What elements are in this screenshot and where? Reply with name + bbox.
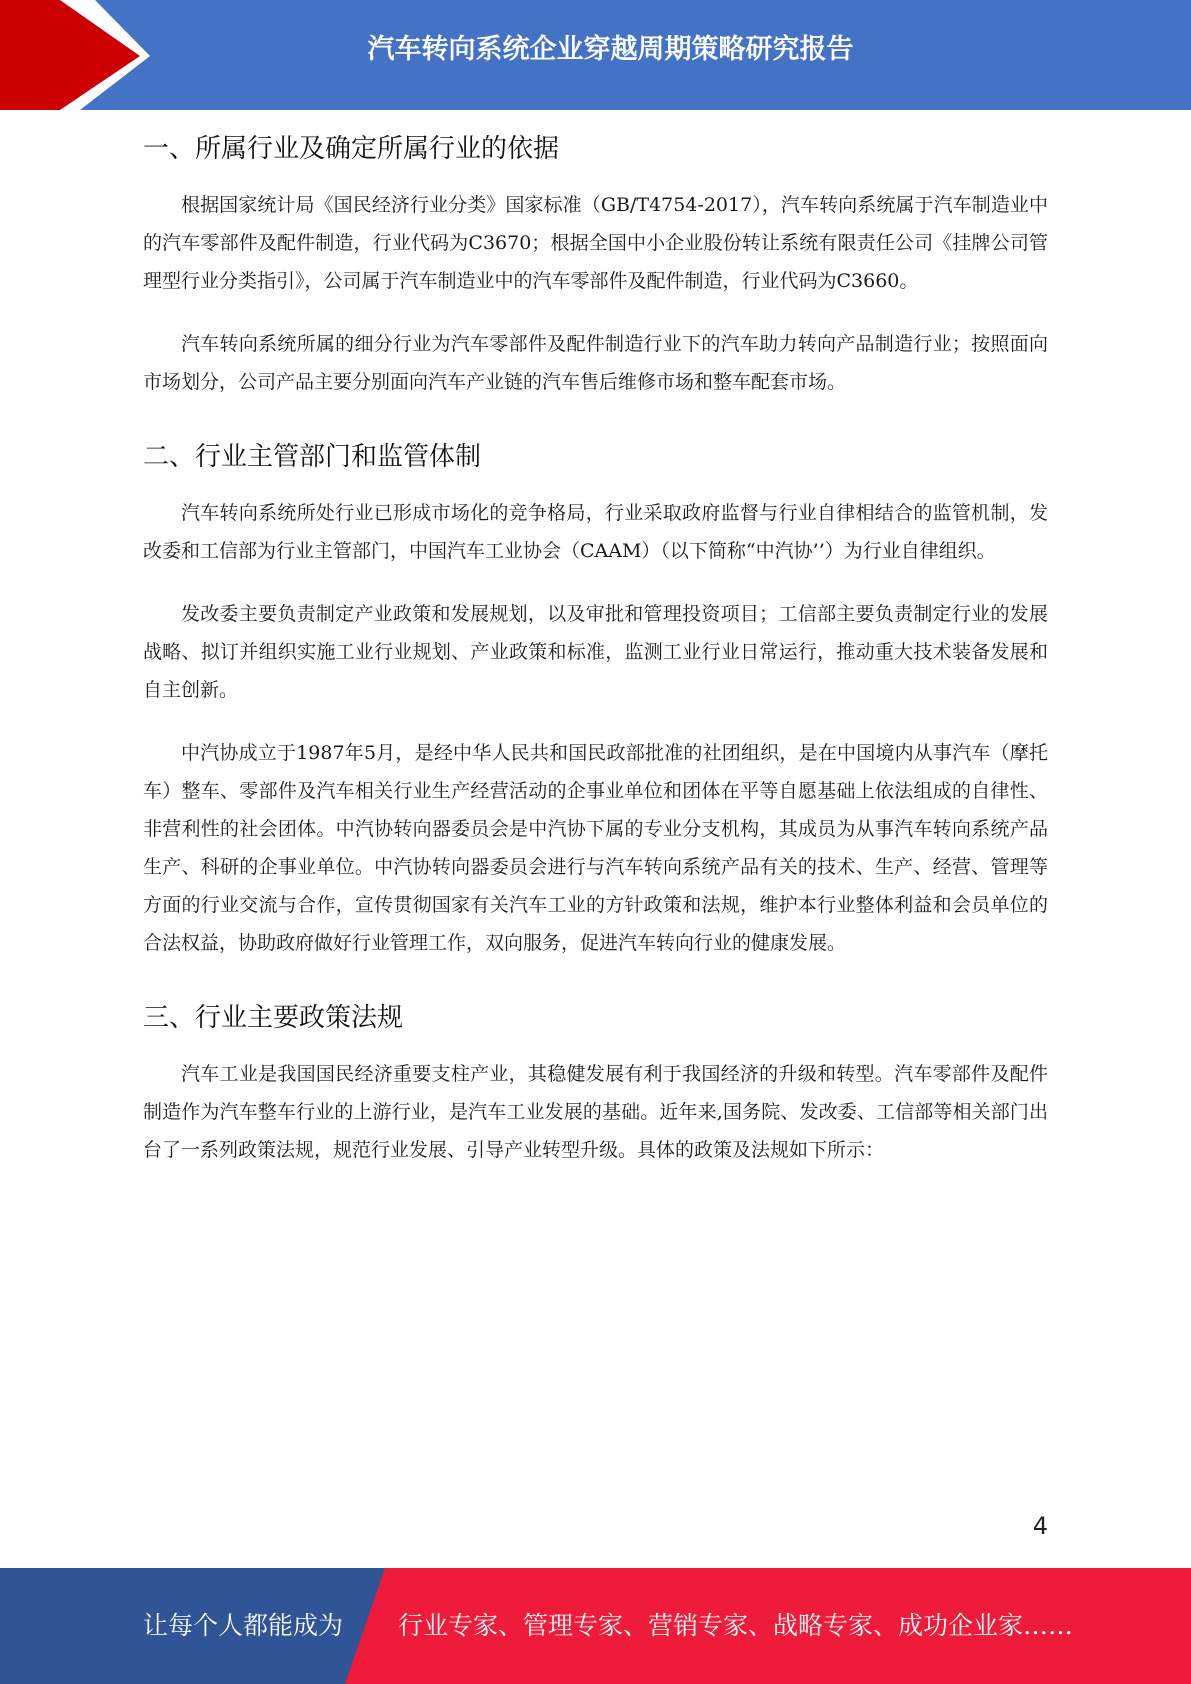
- page-number: 4: [1032, 1512, 1048, 1540]
- footer-slogan-left: 让每个人都能成为: [143, 1611, 344, 1640]
- paragraph: 汽车工业是我国国民经济重要支柱产业，其稳健发展有利于我国经济的升级和转型。汽车零部件及配件制造作为汽车整车行业的上游行业，是汽车工业发展的基础。近年来,国务院、发改委、工信部等相关部门出台了一系列政策法规，规范行业发展、引导产业转型升级。具体的政策及法规如下所示：: [143, 1063, 1048, 1161]
- paragraph: 汽车转向系统所属的细分行业为汽车零部件及配件制造行业下的汽车助力转向产品制造行业；按照面向市场划分，公司产品主要分别面向汽车产业链的汽车售后维修市场和整车配套市场。: [143, 333, 1048, 393]
- page-header: [0, 0, 1191, 110]
- paragraph: 根据国家统计局《国民经济行业分类》国家标准（GB/T4754-2017），汽车转向系统属于汽车制造业中的汽车零部件及配件制造，行业代码为C3670；根据全国中小企业股份转让系统有限责任公司《挂牌公司管理型行业分类指引》，公司属于汽车制造业中的汽车零部件及配件制造，行业代码为C3660。: [143, 194, 1048, 292]
- section-heading-3: 三、行业主要政策法规: [143, 1003, 404, 1033]
- section-heading-2: 二、行业主管部门和监管体制: [143, 442, 482, 472]
- footer-slogan-right: 行业专家、管理专家、营销专家、战略专家、成功企业家……: [398, 1611, 1074, 1640]
- section-heading-1: 一、所属行业及确定所属行业的依据: [143, 134, 560, 164]
- page-content: [143, 118, 1048, 1194]
- paragraph: 汽车转向系统所处行业已形成市场化的竞争格局，行业采取政府监督与行业自律相结合的监管机制，发改委和工信部为行业主管部门，中国汽车工业协会（CAAM）（以下简称“中汽协’’）为行业自律组织。: [143, 502, 1048, 562]
- page-footer: [0, 1568, 1191, 1684]
- report-title: 汽车转向系统企业穿越周期策略研究报告: [367, 34, 854, 65]
- paragraph: 发改委主要负责制定产业政策和发展规划，以及审批和管理投资项目；工信部主要负责制定行业的发展战略、拟订并组织实施工业行业规划、产业政策和标准，监测工业行业日常运行，推动重大技术装备发展和自主创新。: [143, 603, 1048, 701]
- paragraph: 中汽协成立于1987年5月，是经中华人民共和国民政部批准的社团组织，是在中国境内从事汽车（摩托车）整车、零部件及汽车相关行业生产经营活动的企事业单位和团体在平等自愿基础上依法组成的自律性、非营利性的社会团体。中汽协转向器委员会是中汽协下属的专业分支机构，其成员为从事汽车转向系统产品生产、科研的企事业单位。中汽协转向器委员会进行与汽车转向系统产品有关的技术、生产、经营、管理等方面的行业交流与合作，宣传贯彻国家有关汽车工业的方针政策和法规，维护本行业整体利益和会员单位的合法权益，协助政府做好行业管理工作，双向服务，促进汽车转向行业的健康发展。: [143, 742, 1048, 954]
